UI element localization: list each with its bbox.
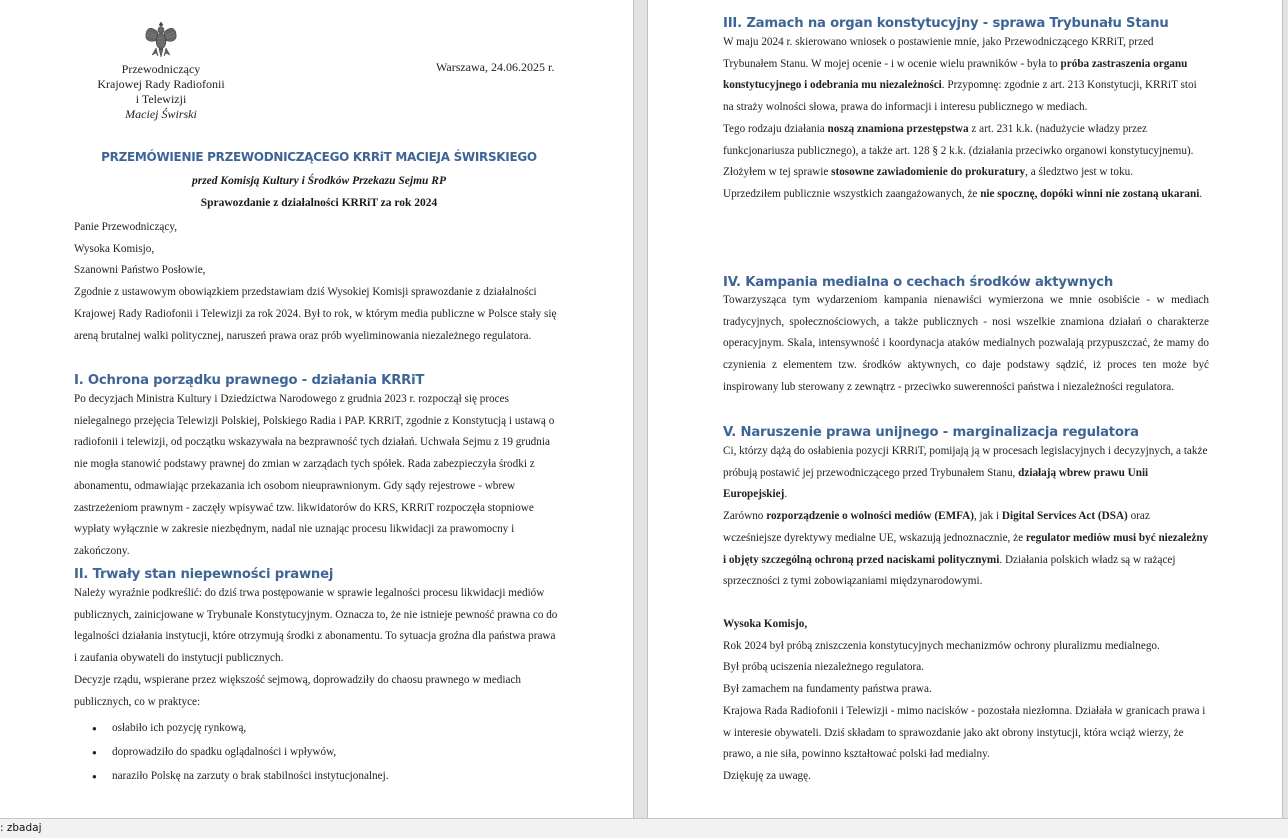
section-5-heading: V. Naruszenie prawa unijnego - marginalizacja regulatora xyxy=(723,425,1139,440)
bullet-item: ● naraziło Polskę na zarzuty o brak stabilności instytucjonalnej. xyxy=(74,766,560,788)
section-3-paragraph: Uprzedziłem publicznie wszystkich zaangażowanych, że nie spocznę, dopóki winni nie zostaną ukarani. xyxy=(723,187,1203,200)
polish-eagle-emblem-icon xyxy=(143,20,179,60)
emphasis: rozporządzenie o wolności mediów (EMFA) xyxy=(766,510,974,523)
greeting xyxy=(74,217,560,347)
sender-block xyxy=(80,62,242,122)
section-2-paragraph: Decyzje rządu, wspierane przez większość sejmową, doprowadziły do chaosu prawnego w mediach publicznych, co w praktyce: xyxy=(74,673,522,708)
greeting-line: Wysoka Komisjo, xyxy=(74,242,155,255)
vertical-scrollbar[interactable] xyxy=(1282,0,1288,818)
sender-title-line: i Telewizji xyxy=(135,92,187,106)
document-title: PRZEMÓWIENIE PRZEWODNICZĄCEGO KRRiT MACIEJA ŚWIRSKIEGO xyxy=(101,150,537,164)
status-bar xyxy=(0,818,1288,838)
bullet-list xyxy=(74,718,560,787)
section-2-body xyxy=(74,583,560,787)
sender-name: Maciej Świrski xyxy=(125,107,197,121)
bullet-item: ● osłabiło ich pozycję rynkową, xyxy=(74,718,560,740)
section-3-paragraph: Tego rodzaju działania noszą znamiona przestępstwa z art. 231 k.k. (nadużycie władzy przez funkcjonariusza publicznego), a także art. 128 § 2 k.k. (działania przeciwko organowi konstytucyjnemu). Złożyłem w tej sprawie stosowne zawiadomienie do prokuratury, a śledztwo jest w toku. xyxy=(723,122,1194,179)
section-3-body xyxy=(723,32,1209,206)
emphasis: próba zastraszenia organu konstytucyjnego i odebrania mu niezależności xyxy=(723,57,1188,92)
section-2-heading: II. Trwały stan niepewności prawnej xyxy=(74,567,334,582)
report-title: Sprawozdanie z działalności KRRiT za rok 2024 xyxy=(200,197,438,209)
section-3-paragraph: W maju 2024 r. skierowano wniosek o postawienie mnie, jako Przewodniczącego KRRiT, przed Trybunałem Stanu. W mojej ocenie - i w ocenie wielu prawników - była to próba zastraszenia organu konstytucyjnego i odebrania mu niezależności. Przypomnę: zgodnie z art. 213 Konstytucji, KRRiT stoi na straży wolności słowa, prawa do informacji i interesu publicznego w mediach. xyxy=(723,36,1197,114)
greeting-line: Panie Przewodniczący, xyxy=(74,221,178,233)
emphasis: stosowne zawiadomienie do prokuratury xyxy=(831,166,1026,179)
section-1-paragraph: Po decyzjach Ministra Kultury i Dziedzictwa Narodowego z grudnia 2023 r. rozpoczął się proces nielegalnego przejęcia Telewizji Polskiej, Polskiego Radia i PAP. KRRiT, zgodnie z Konstytucją i ustawą o radiofonii i telewizji, od początku wskazywała na bezprawność tych działań. Uchwała Sejmu z 19 grudnia nie mogła stanowić podstawy prawnej do zmian w zarządach tych spółek. Rada zabezpieczyła środki z abonamentu, odmawiając przekazania ich osobom nieuprawnionym. Gdy sądy rejestrowe - wbrew zastrzeżeniom prawnym - zaczęły wpisywać tzw. likwidatorów do KRS, KRRiT rozpoczęła stopniowe wypłaty wyłącznie w zakresie niezbędnym, nadal nie uznając procesu likwidacji za prawomocny i zakończony. xyxy=(74,393,555,557)
closing-address: Wysoka Komisjo, xyxy=(723,618,808,630)
sender-title-line: Przewodniczący xyxy=(121,62,201,76)
document-date: Warszawa, 24.06.2025 r. xyxy=(436,60,555,74)
section-5-paragraph: Zarówno rozporządzenie o wolności mediów (EMFA), jak i Digital Services Act (DSA) oraz wcześniejsze dyrektywy medialne UE, wskazują jednoznacznie, że regulator mediów musi być niezależny i objęty szczególną ochroną przed naciskami politycznymi. Działania polskich władz są w rażącej sprzeczności z tymi zobowiązaniami międzynarodowymi. xyxy=(723,510,1209,588)
section-4-heading: IV. Kampania medialna o cechach środków aktywnych xyxy=(723,275,1114,290)
status-text: : zbadaj xyxy=(0,822,42,834)
page-gutter-scrollbar[interactable] xyxy=(633,0,648,818)
closing-line: Był próbą uciszenia niezależnego regulatora. xyxy=(723,661,924,674)
closing xyxy=(723,614,1209,788)
greeting-line: Szanowni Państwo Posłowie, xyxy=(74,264,206,277)
document-subtitle: przed Komisją Kultury i Środków Przekazu Sejmu RP xyxy=(191,175,446,187)
section-2-paragraph: Należy wyraźnie podkreślić: do dziś trwa postępowanie w sprawie legalności procesu likwidacji mediów publicznych, zainicjowane w Trybunale Konstytucyjnym. Oznacza to, że nie istnieje pewność prawna co do legalności działania instytucji, które otrzymują środki z abonamentu. To sytuacja groźna dla państwa prawa i zaufania obywateli do instytucji publicznych. xyxy=(74,587,558,665)
section-4-paragraph: Towarzysząca tym wydarzeniom kampania nienawiści wymierzona we mnie osobiście - w mediach tradycyjnych, społecznościowych, a także publicznych - nosi wszelkie znamiona działań o charakterze operacyjnym. Skala, intensywność i koordynacja ataków medialnych pozwalają przypuszczać, że mamy do czynienia z elementem tzw. środków aktywnych, co daje podstawy sądzić, iż proces ten może być inspirowany lub sterowany z zewnątrz - przeciwko suwerenności państwa i niezależności regulatora. xyxy=(723,294,1209,393)
bullet-item: ● doprowadziło do spadku oglądalności i wpływów, xyxy=(74,742,560,764)
closing-line: Rok 2024 był próbą zniszczenia konstytucyjnych mechanizmów ochrony pluralizmu medialnego. xyxy=(723,639,1160,652)
closing-line: Był zamachem na fundamenty państwa prawa. xyxy=(723,683,932,696)
emphasis: Digital Services Act (DSA) xyxy=(1001,510,1128,523)
section-5-body xyxy=(723,441,1209,593)
emphasis: noszą znamiona przestępstwa xyxy=(827,122,969,135)
closing-line: Krajowa Rada Radiofonii i Telewizji - mimo nacisków - pozostała niezłomna. Działała w granicach prawa i w interesie obywateli. Dziś składam to sprawozdanie jako akt obrony instytucji, która wciąż wierzy, że prawo, a nie siła, powinno kształtować polski ład medialny. xyxy=(723,704,1206,761)
intro-paragraph: Zgodnie z ustawowym obowiązkiem przedstawiam dziś Wysokiej Komisji sprawozdanie z działalności Krajowej Rady Radiofonii i Telewizji za rok 2024. Był to rok, w którym media publiczne w Polsce stały się areną brutalnej walki politycznej, naruszeń prawa oraz prób wyeliminowania niezależnego regulatora. xyxy=(74,286,557,342)
section-3-heading: III. Zamach na organ konstytucyjny - sprawa Trybunału Stanu xyxy=(723,16,1169,31)
emphasis: regulator mediów musi być niezależny i objęty szczególną ochroną przed naciskami politycznymi xyxy=(723,531,1209,566)
section-1-heading: I. Ochrona porządku prawnego - działania KRRiT xyxy=(74,373,425,388)
section-5-paragraph: Ci, którzy dążą do osłabienia pozycji KRRiT, pomijają ją w procesach legislacyjnych i decyzyjnych, a także próbują postawić jej przewodniczącego przed Trybunałem Stanu, działają wbrew prawu Unii Europejskiej. xyxy=(723,445,1208,501)
sender-title-line: Krajowej Rady Radiofonii xyxy=(97,77,225,91)
emphasis: działają wbrew prawu Unii Europejskiej xyxy=(723,466,1149,501)
closing-line: Dziękuję za uwagę. xyxy=(723,769,811,782)
emphasis: nie spocznę, dopóki winni nie zostaną ukarani xyxy=(980,187,1200,200)
